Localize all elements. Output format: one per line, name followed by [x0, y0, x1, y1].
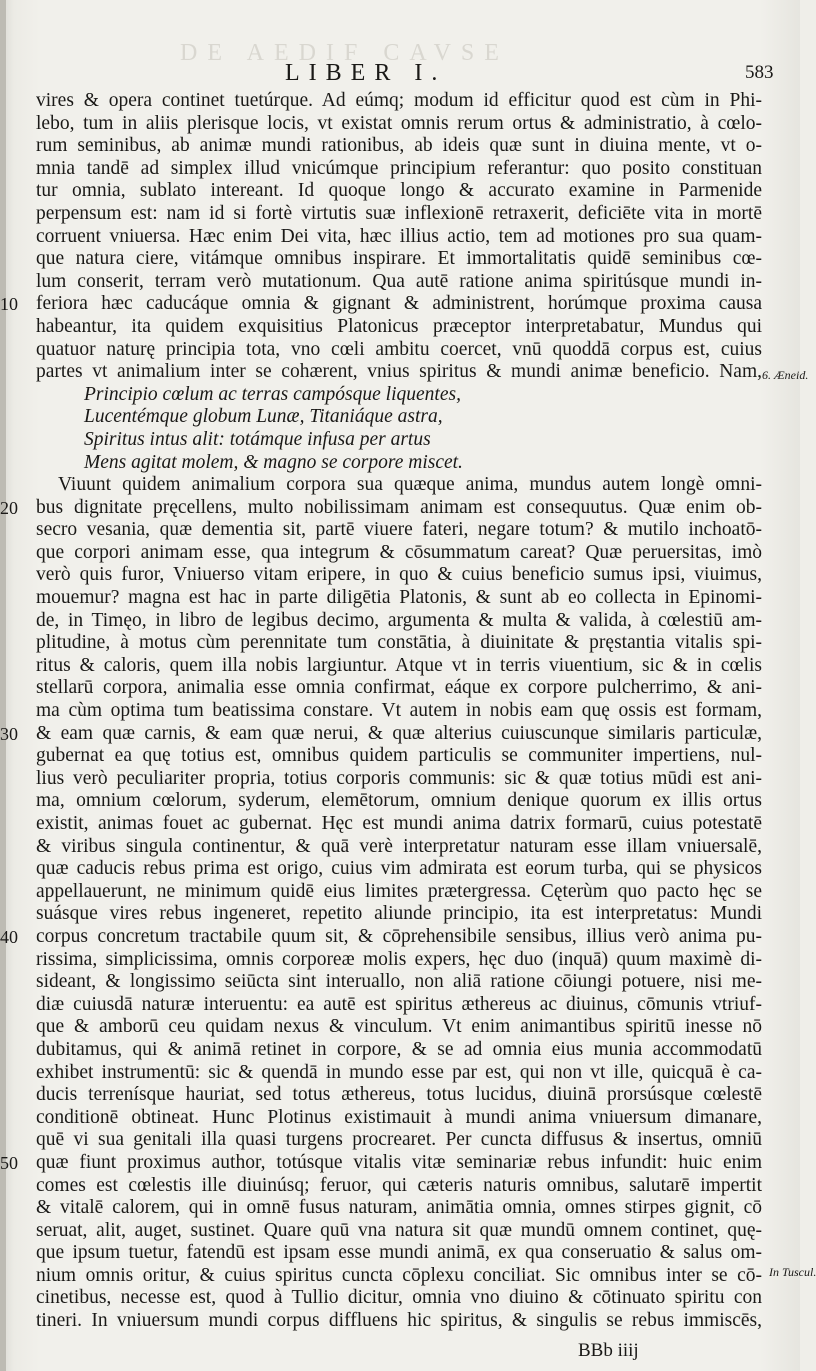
line-text: tineri. In vniuersum mundi corpus diffluens hic spiritus, & singulis se rebus immiscēs,: [36, 1310, 762, 1332]
line-text: diæ cuiusdā naturæ interuentu: ea autē est spiritus æthereus ac diuinus, cōmunis vtriuf-: [36, 993, 762, 1015]
line-text: tur omnia, sublato intereant. Id quoque longo & accurato examine in Parmenide: [36, 180, 762, 202]
text-line: [36, 90, 762, 113]
verse-line: [36, 406, 762, 429]
text-line: [36, 836, 762, 859]
verse-line: [36, 452, 762, 475]
line-text: que ipsum tuetur, fatendū est ipsam esse mundi animā, ex qua conseruatio & salus om-: [36, 1242, 762, 1264]
text-line: [36, 745, 762, 768]
line-text: perpensum est: nam id si fortè virtutis suæ inflexionē retraxerit, deficiēte vita in mortē: [36, 202, 762, 224]
text-line: [36, 700, 762, 723]
line-text: secro vesania, quæ dementia sit, partē viuere fateri, negare totum? & mutilo inchoatō-: [36, 519, 762, 541]
text-line: [36, 248, 762, 271]
text-line: [36, 903, 762, 926]
line-text: mnia tandē ad simplex illud vnicúmque principium referantur: quo posito constituan: [36, 157, 762, 179]
text-line: [36, 632, 762, 655]
bleed-through-text: DE AEDIF CAVSE: [180, 40, 509, 66]
text-line: [36, 1129, 762, 1152]
running-head: LIBER I.: [285, 60, 447, 86]
line-text: quatuor naturę principia tota, vno cœli ambitu coercet, vnū quoddā corpus est, cuius: [36, 338, 762, 360]
text-line: [36, 316, 762, 339]
line-text: partes vt animalium inter se cohærent, vnius spiritus & mundi animæ beneficio. Nam,: [36, 361, 762, 383]
margin-note-aeneid: 6. Æneid.: [762, 368, 809, 382]
margin-note-tuscul: In Tuscul.: [769, 1265, 816, 1279]
text-line: [36, 519, 762, 542]
line-text: quæ caducis rebus prima est origo, cuius vim admirata est eorum turba, qui se physicos: [36, 858, 762, 880]
line-text: rissima, simplicissima, omnis corporeæ molis expers, hęc duo (inquā) quum maximè di-: [36, 948, 762, 970]
line-text: nium omnis oritur, & cuius spiritus cuncta cōplexu conciliat. Sic omnibus inter se cō-: [36, 1264, 762, 1286]
text-line: [36, 1084, 762, 1107]
text-line: [36, 203, 762, 226]
text-line: [36, 1287, 762, 1310]
line-text: ducis terrenísque hauriat, sed totus æthereus, totus lucidus, diuinā prorsúsque cœlestē: [36, 1084, 762, 1106]
line-text: seruat, alit, auget, sustinet. Quare quū vna natura sit quæ mundū omnem continet, quę-: [36, 1219, 762, 1241]
text-line: [36, 1310, 762, 1333]
line-text: existit, animas fouet ac gubernat. Hęc est mundi anima datrix formarū, cuius potestatē: [36, 813, 762, 834]
text-line: [36, 587, 762, 610]
line-text: feriora hæc caducáque omnia & gignant & administrent, horúmque proxima causa: [36, 293, 762, 315]
line-text: lius verò peculiariter propria, totius corporis communis: sic & quæ totius mūdi est ani-: [36, 767, 762, 789]
line-text: gubernat ea quę totius est, omnibus quidem particulis se communiter impertiens, nul-: [36, 745, 762, 767]
text-line: [36, 1039, 762, 1062]
line-text: stellarū corpora, animalia esse omnia confirmat, eáque ex corpore pulcherrimo, & ani-: [36, 677, 762, 699]
text-line: [36, 1175, 762, 1198]
line-number: 10: [0, 294, 18, 315]
text-line: [36, 677, 762, 700]
text-line: [36, 361, 762, 384]
text-line: [36, 113, 762, 136]
text-line: [36, 971, 762, 994]
line-text: dubitamus, qui & animā retinet in corpore, & se ad omnia eius munia accommodatū: [36, 1038, 762, 1060]
line-text: exhibet instrumentū: sic & quendā in mundo esse par est, qui non vt ille, quicquā è ca-: [36, 1061, 762, 1083]
verse-line: [36, 429, 762, 452]
line-text: quæ fiunt proximus author, totúsque vitalis vitæ seminariæ rebus infundit: huic enim: [36, 1151, 762, 1173]
text-line: [36, 1242, 762, 1265]
line-text: ma, omnium cœlorum, syderum, elemētorum, omnium denique quorum ex illis ortus: [36, 790, 762, 812]
line-number: 40: [0, 926, 18, 947]
line-text: que & amborū ceu quidam nexus & vinculum. Vt enim animantibus spiritū inesse nō: [36, 1016, 762, 1038]
text-line: [0, 925, 762, 949]
line-text: & vitalē calorem, qui in omnē fusus naturam, animātia omnia, omnes stirpes gignit, cō: [36, 1197, 762, 1219]
text-line: [36, 564, 762, 587]
line-text: ritus & caloris, quem illa nobis largiuntur. Atque vt in terris viuentium, sic & in cœlis: [36, 654, 762, 676]
text-line: [0, 293, 762, 316]
text-line: [36, 768, 762, 791]
page-number: 583: [745, 62, 774, 83]
line-text: corpus concretum tractabile quum sit, & cōprehensibile sensibus, illius verò anima pu-: [36, 925, 762, 947]
body-text: [0, 90, 762, 1333]
text-line: [36, 1016, 762, 1039]
line-number: 30: [0, 723, 18, 744]
text-line: [36, 226, 762, 249]
line-text: Viuunt quidem animalium corpora sua quæque anima, mundus autem longè omni-: [58, 474, 762, 496]
line-text: lebo, tum in aliis plerisque locis, vt existat omnis rerum ortus & administratio, à cœlo-: [36, 112, 762, 134]
line-text: mouemur? magna est hac in parte diligētia Platonis, & sunt ab eo collecta in Epinomi-: [36, 587, 762, 609]
line-text: Mens agitat molem, & magno se corpore miscet.: [84, 451, 463, 473]
line-text: habeantur, ita quidem exquisitius Platonicus præceptor interpretabatur, Mundus qui: [36, 315, 762, 337]
line-text: rum seminibus, ab animæ mundi rationibus, ab ideis quæ sunt in diuina mente, vt o-: [36, 135, 762, 157]
line-text: vires & opera continet tuetúrque. Ad eúmq; modum id efficitur quod est cùm in Phi-: [36, 90, 762, 111]
line-text: ma cùm optima tum beatissima constare. Vt autem in nobis eam quę ossis est formam,: [36, 700, 762, 722]
text-line: [36, 1265, 762, 1288]
text-line: [36, 655, 762, 678]
line-text: conditionē obtineat. Hunc Plotinus existimauit à mundi anima vniuersum dimanare,: [36, 1106, 762, 1128]
line-text: verò quis furor, Vniuerso vitam eripere, in quo & cuius beneficio sumus ipsi, viuimus,: [36, 564, 762, 586]
line-text: & eam quæ carnis, & eam quæ nerui, & quæ alterius cuiuscunque similaris particulæ,: [36, 722, 762, 744]
text-line: [36, 542, 762, 565]
text-line: [36, 610, 762, 633]
text-line: [36, 881, 762, 904]
line-text: lum conserit, terram verò mutationum. Qua autē ratione anima spiritúsque mundi in-: [36, 270, 762, 292]
text-line: [36, 1062, 762, 1085]
line-text: corruent vniuersa. Hæc enim Dei vita, hæc illius actio, tem ad motiones pro sua quam-: [36, 225, 762, 247]
text-line: [0, 722, 762, 746]
text-line: [36, 1107, 762, 1130]
text-line: [36, 339, 762, 362]
verse-line: [36, 384, 762, 407]
text-line: [36, 790, 762, 813]
text-line: [0, 1151, 762, 1175]
text-line: [36, 858, 762, 881]
text-line: [36, 271, 762, 294]
line-text: & viribus singula continentur, & quā verè interpretatur naturam esse illam vniuersalē,: [36, 835, 762, 857]
line-text: Lucentémque globum Lunæ, Titaniáque astra,: [84, 406, 443, 428]
line-text: cinetibus, necesse est, quod à Tullio dicitur, omnia vno diuino & cōtinuato spiritu con: [36, 1287, 762, 1309]
text-line: [0, 496, 762, 520]
line-text: plitudine, à motus cùm perennitate tum constātia, à diuinitate & pręstantia vitalis spi-: [36, 632, 762, 654]
text-line: [36, 949, 762, 972]
line-text: bus dignitate pręcellens, multo nobilissimam animam est consequutus. Quæ enim ob-: [36, 496, 762, 518]
line-text: Spiritus intus alit: totámque infusa per artus: [84, 428, 431, 450]
line-text: que corpori animam esse, qua integrum & cōsummatum careat? Quæ peruersitas, imò: [36, 541, 762, 563]
text-line: [36, 158, 762, 181]
line-text: quē vi sua genitali illa quasi turgens procrearet. Per cuncta diffusus & insertus, omniū: [36, 1129, 762, 1151]
line-number: 20: [0, 497, 18, 518]
line-text: que natura ciere, vitámque omnibus inspirare. Et immortalitatis quidē seminibus cœ-: [36, 248, 762, 270]
line-text: sideant, & longissimo seiūcta sint interuallo, non aliā ratione cōiungi potuere, nisi me-: [36, 971, 762, 993]
text-line: [36, 994, 762, 1017]
line-text: appellauerunt, ne minimum quidē eius limites prætergressa. Cęterùm quo pacto hęc se: [36, 880, 762, 902]
text-line: [36, 135, 762, 158]
line-number: 50: [0, 1152, 18, 1173]
line-text: Principio cœlum ac terras campósque liquentes,: [84, 383, 461, 405]
text-line: [36, 474, 762, 497]
text-line: [36, 180, 762, 203]
line-text: de, in Timęo, in libro de legibus decimo, argumenta & multa & valida, à cœlestiū am-: [36, 609, 762, 631]
text-line: [36, 813, 762, 836]
page-header: [0, 60, 800, 88]
line-text: suásque vires rebus ingeneret, repetito aliunde principio, ita est interpretatus: Mundi: [36, 903, 762, 925]
line-text: comes est cœlestis ille diuinúsq; feruor, qui cæteris naturis omnibus, salutarē impertit: [36, 1174, 762, 1196]
text-line: [36, 1220, 762, 1243]
signature-mark: BBb iiij: [578, 1340, 639, 1361]
text-line: [36, 1197, 762, 1220]
